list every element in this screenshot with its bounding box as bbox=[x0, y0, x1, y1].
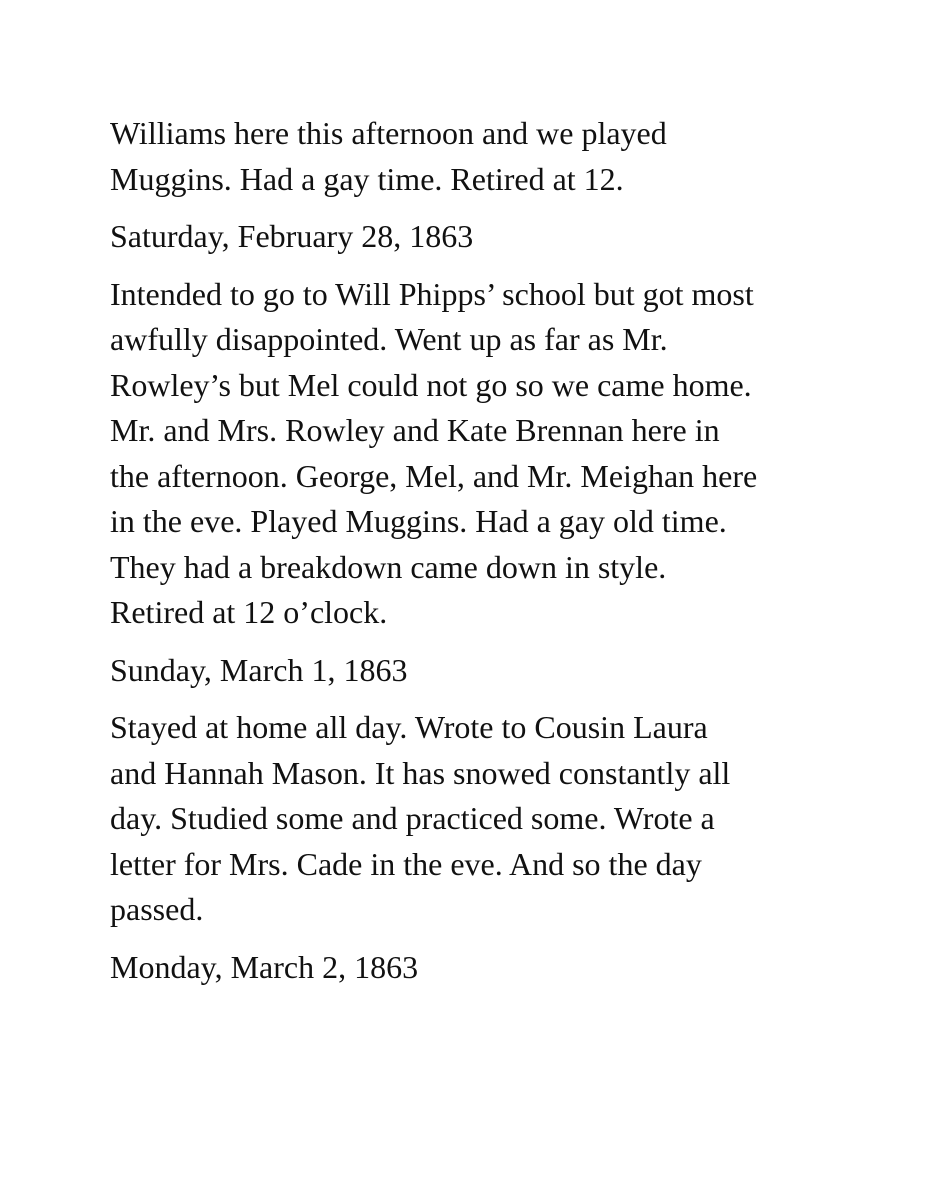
text-line: Stayed at home all day. Wrote to Cousin Laura bbox=[110, 709, 708, 745]
text-line: Mr. and Mrs. Rowley and Kate Brennan here in bbox=[110, 412, 720, 448]
entry-date: Monday, March 2, 1863 bbox=[110, 948, 419, 985]
text-line: the afternoon. George, Mel, and Mr. Meighan here bbox=[110, 457, 758, 494]
entry-paragraph bbox=[110, 272, 830, 636]
text-line: Muggins. Had a gay time. Retired at 12. bbox=[110, 160, 624, 197]
entry-paragraph bbox=[110, 111, 830, 202]
text-line: day. Studied some and practiced some. Wrote a bbox=[110, 800, 715, 836]
text-line: awfully disappointed. Went up as far as Mr. bbox=[110, 321, 668, 357]
text-line: in the eve. Played Muggins. Had a gay old time. bbox=[110, 503, 727, 539]
diary-text bbox=[110, 111, 830, 1002]
text-line: Intended to go to Will Phipps’ school but got most bbox=[110, 275, 754, 312]
text-line: Rowley’s but Mel could not go so we came home. bbox=[110, 366, 752, 403]
text-line: Retired at 12 o’clock. bbox=[110, 594, 388, 630]
text-line: They had a breakdown came down in style. bbox=[110, 548, 667, 585]
text-line: letter for Mrs. Cade in the eve. And so the day bbox=[110, 845, 702, 882]
text-line: passed. bbox=[110, 891, 204, 927]
entry-date: Sunday, March 1, 1863 bbox=[110, 651, 408, 688]
text-line: and Hannah Mason. It has snowed constantly all bbox=[110, 754, 731, 791]
entry-paragraph bbox=[110, 705, 830, 933]
entry-date: Saturday, February 28, 1863 bbox=[110, 218, 474, 254]
text-line: Williams here this afternoon and we played bbox=[110, 115, 667, 151]
